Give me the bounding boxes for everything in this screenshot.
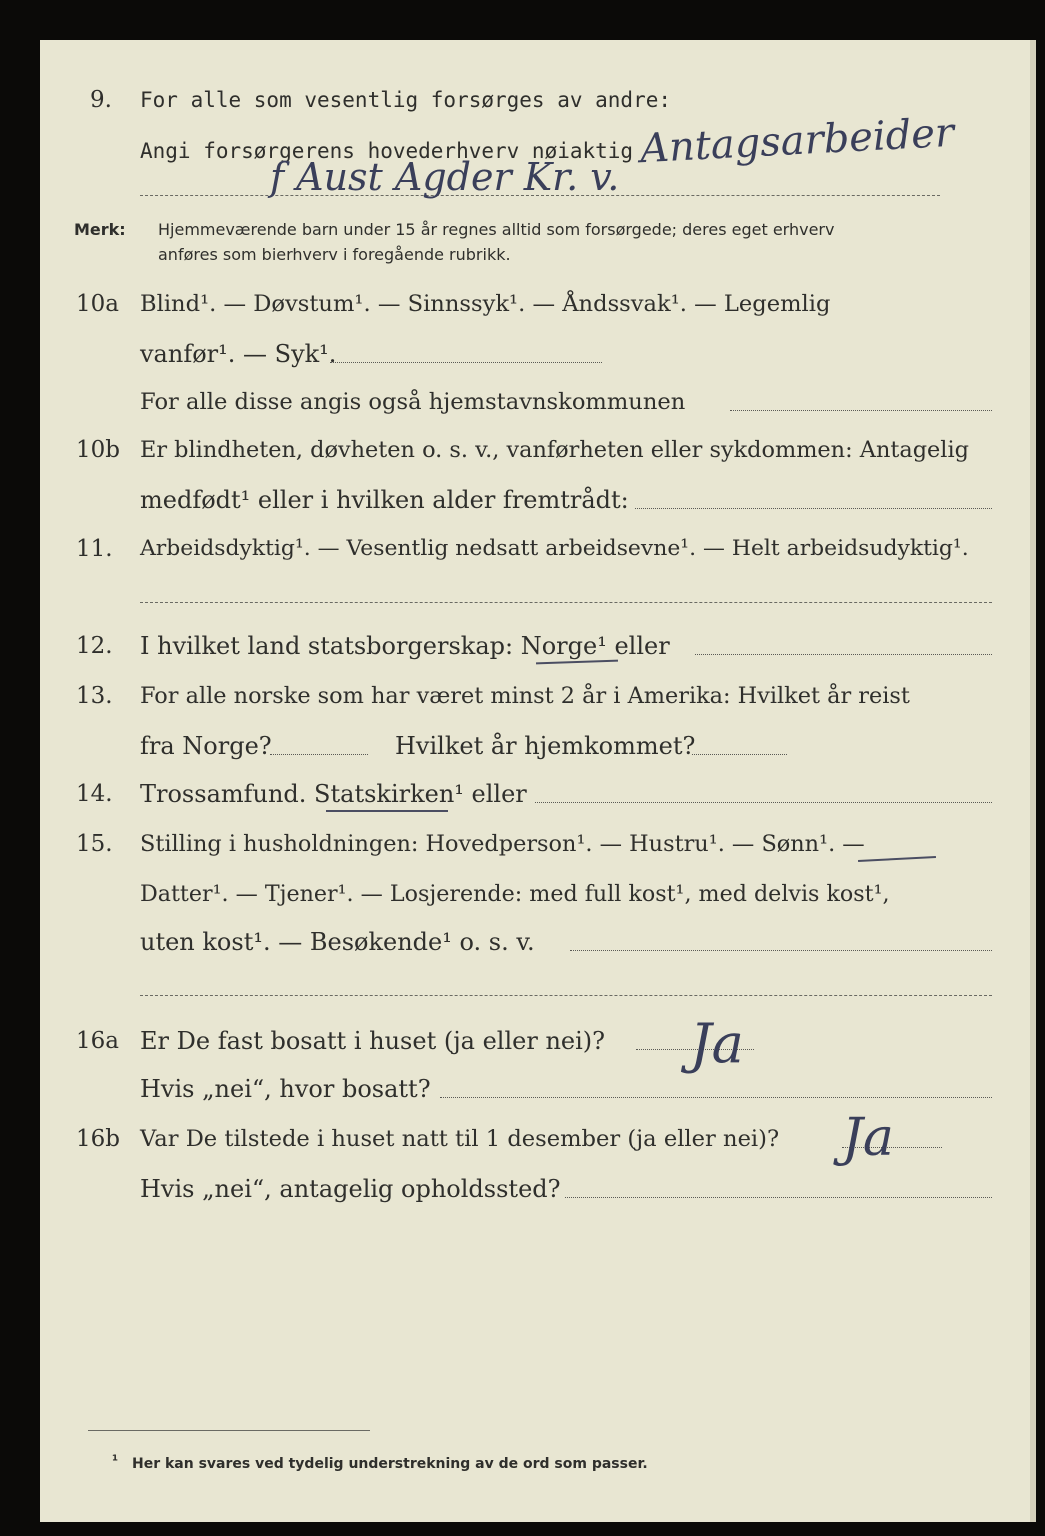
q15-line2: Datter¹. — Tjener¹. — Losjerende: med full kost¹, med delvis kost¹, <box>140 881 890 907</box>
q16a-line1: Er De fast bosatt i huset (ja eller nei)? <box>140 1027 606 1055</box>
q16a-answer: Ja <box>690 1012 744 1075</box>
q10b-number: 10b <box>76 437 120 463</box>
q11-line1: Arbeidsdyktig¹. — Vesentlig nedsatt arbeidsevne¹. — Helt arbeidsudyktig¹. <box>140 536 969 561</box>
merk-line1: Hjemmeværende barn under 15 år regnes alltid som forsørgede; deres eget erhverv <box>158 220 835 239</box>
q10a-line1: Blind¹. — Døvstum¹. — Sinnssyk¹. — Åndssvak¹. — Legemlig <box>140 291 831 317</box>
q13-line2b: Hvilket år hjemkommet? <box>395 732 696 760</box>
q11-number: 11. <box>76 536 113 562</box>
q10a-number: 10a <box>76 291 119 317</box>
footnote-text: Her kan svares ved tydelig understrekning av de ord som passer. <box>132 1456 648 1472</box>
q13-year-left-dotline <box>270 754 368 755</box>
q12-dotline <box>695 654 992 655</box>
merk-line2: anføres som bierhverv i foregående rubrikk. <box>158 245 511 264</box>
q15-line1: Stilling i husholdningen: Hovedperson¹. — Hustru¹. — Sønn¹. — <box>140 831 865 857</box>
q15-dotline <box>570 950 992 951</box>
q15-answer-line <box>140 995 992 996</box>
q15-line3: uten kost¹. — Besøkende¹ o. s. v. <box>140 928 535 956</box>
q14-statskirken-underline <box>326 810 448 812</box>
q11-answer-line <box>140 602 992 603</box>
q14-line1: Trossamfund. Statskirken¹ eller <box>140 780 527 808</box>
footnote-separator <box>88 1430 370 1431</box>
q16a-residence-dotline <box>440 1097 992 1098</box>
q13-line1: For alle norske som har været minst 2 år i Amerika: Hvilket år reist <box>140 683 910 709</box>
q13-line2a: fra Norge? <box>140 732 272 760</box>
q9-line2: Angi forsørgerens hovederhverv nøiaktig <box>140 139 634 163</box>
q13-year-returned-dotline <box>692 754 787 755</box>
q13-number: 13. <box>76 683 113 709</box>
q12-number: 12. <box>76 633 113 659</box>
q12-line1: I hvilket land statsborgerskap: Norge¹ eller <box>140 632 670 660</box>
q16b-line1: Var De tilstede i huset natt til 1 desember (ja eller nei)? <box>140 1126 780 1152</box>
q16b-place-dotline <box>565 1197 992 1198</box>
q15-number: 15. <box>76 831 113 857</box>
q16b-answer: Ja <box>842 1108 894 1168</box>
q10a-line2: vanfør¹. — Syk¹. <box>140 340 337 368</box>
q10b-line2: medfødt¹ eller i hvilken alder fremtrådt: <box>140 486 629 514</box>
q9-answer-occupation: Antagsarbeider <box>639 109 956 173</box>
q9-line1: For alle som vesentlig forsørges av andre: <box>140 88 672 112</box>
q16a-line2: Hvis „nei“, hvor bosatt? <box>140 1075 431 1103</box>
merk-label: Merk: <box>74 220 126 239</box>
q16a-number: 16a <box>76 1028 119 1054</box>
q10a-municipality-dotline <box>730 410 992 411</box>
q16b-line2: Hvis „nei“, antagelig opholdssted? <box>140 1175 561 1203</box>
q9-answer-place: f Aust Agder Kr. v. <box>270 155 620 199</box>
q10b-line1: Er blindheten, døvheten o. s. v., vanførheten eller sykdommen: Antagelig <box>140 437 969 463</box>
q10a-line3: For alle disse angis også hjemstavnskommunen <box>140 389 686 415</box>
q10b-dotline <box>635 508 992 509</box>
q10a-sick-dotline <box>330 362 602 363</box>
footnote-mark: ¹ <box>112 1453 119 1469</box>
q14-dotline <box>535 802 992 803</box>
q9-number: 9. <box>90 87 112 113</box>
q14-number: 14. <box>76 781 113 807</box>
q16b-number: 16b <box>76 1126 120 1152</box>
